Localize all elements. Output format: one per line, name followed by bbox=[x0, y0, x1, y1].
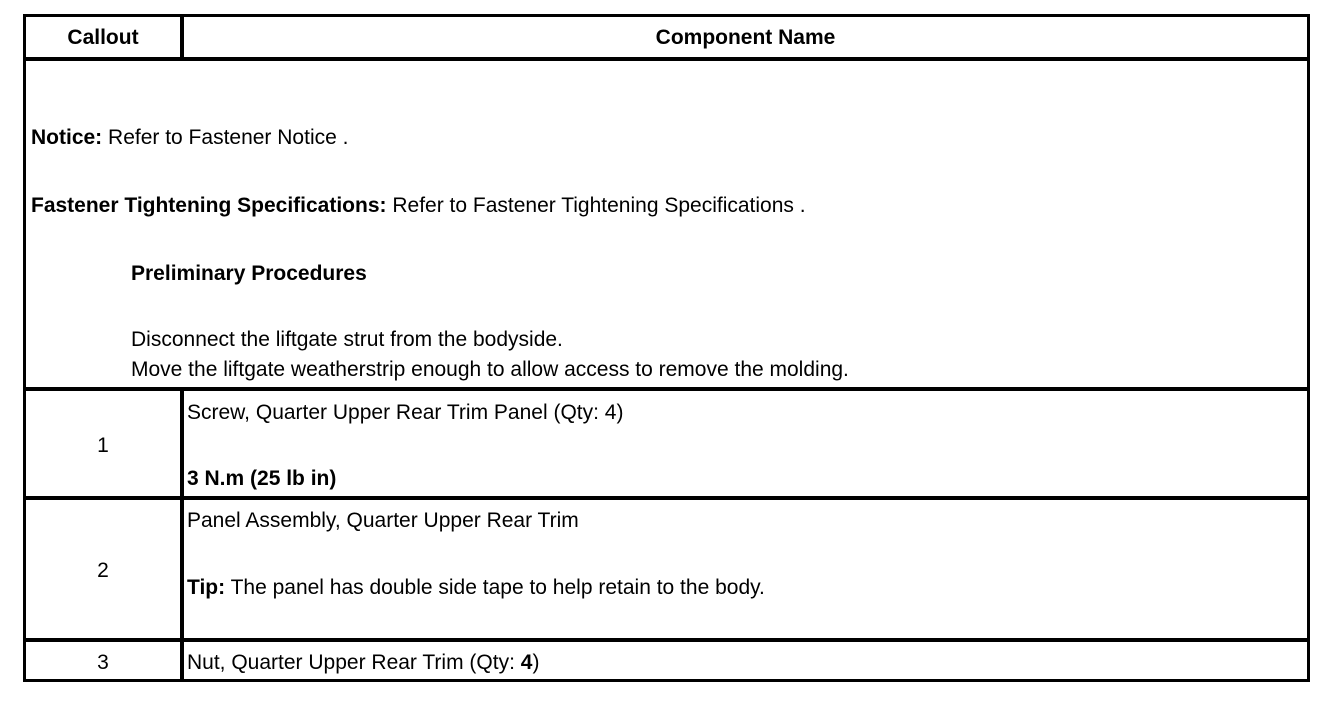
row-tip-2 bbox=[187, 576, 765, 600]
preliminary-procedures-title: Preliminary Procedures bbox=[131, 262, 367, 285]
component-table bbox=[23, 14, 1310, 682]
row-column-divider bbox=[180, 642, 184, 682]
row-column-divider bbox=[180, 391, 184, 496]
preliminary-step: Move the liftgate weatherstrip enough to allow access to remove the molding. bbox=[131, 358, 849, 381]
row-qty-3: 4 bbox=[520, 651, 533, 674]
header-component-name: Component Name bbox=[655, 26, 836, 49]
notice-text: Refer to Fastener Notice . bbox=[102, 126, 349, 149]
notice-line bbox=[31, 126, 348, 150]
tip-label: Tip: bbox=[187, 576, 226, 599]
preliminary-step: Disconnect the liftgate strut from the bodyside. bbox=[131, 328, 563, 351]
row-component-name-2: Panel Assembly, Quarter Upper Rear Trim bbox=[187, 509, 579, 532]
fastener-spec-text: Refer to Fastener Tightening Specifications . bbox=[386, 194, 806, 217]
notice-label: Notice: bbox=[31, 126, 103, 149]
row-divider bbox=[26, 496, 1307, 500]
row-name-prefix-3: Nut, Quarter Upper Rear Trim (Qty: bbox=[187, 651, 521, 674]
row-component-name-3 bbox=[187, 651, 539, 675]
row-divider bbox=[26, 638, 1307, 642]
fastener-spec-label: Fastener Tightening Specifications: bbox=[31, 194, 387, 217]
row-callout-2: 2 bbox=[97, 559, 109, 582]
row-torque-spec-1: 3 N.m (25 lb in) bbox=[187, 467, 337, 490]
row-column-divider bbox=[180, 500, 184, 638]
header-divider bbox=[26, 57, 1307, 61]
intro-divider bbox=[26, 387, 1307, 391]
header-callout: Callout bbox=[67, 26, 139, 49]
fastener-spec-line bbox=[31, 194, 806, 218]
tip-text: The panel has double side tape to help retain to the body. bbox=[225, 576, 765, 599]
row-callout-1: 1 bbox=[97, 434, 109, 457]
row-component-name-1: Screw, Quarter Upper Rear Trim Panel (Qty: 4) bbox=[187, 401, 624, 424]
row-callout-3: 3 bbox=[97, 651, 109, 674]
row-name-suffix-3: ) bbox=[532, 651, 540, 674]
